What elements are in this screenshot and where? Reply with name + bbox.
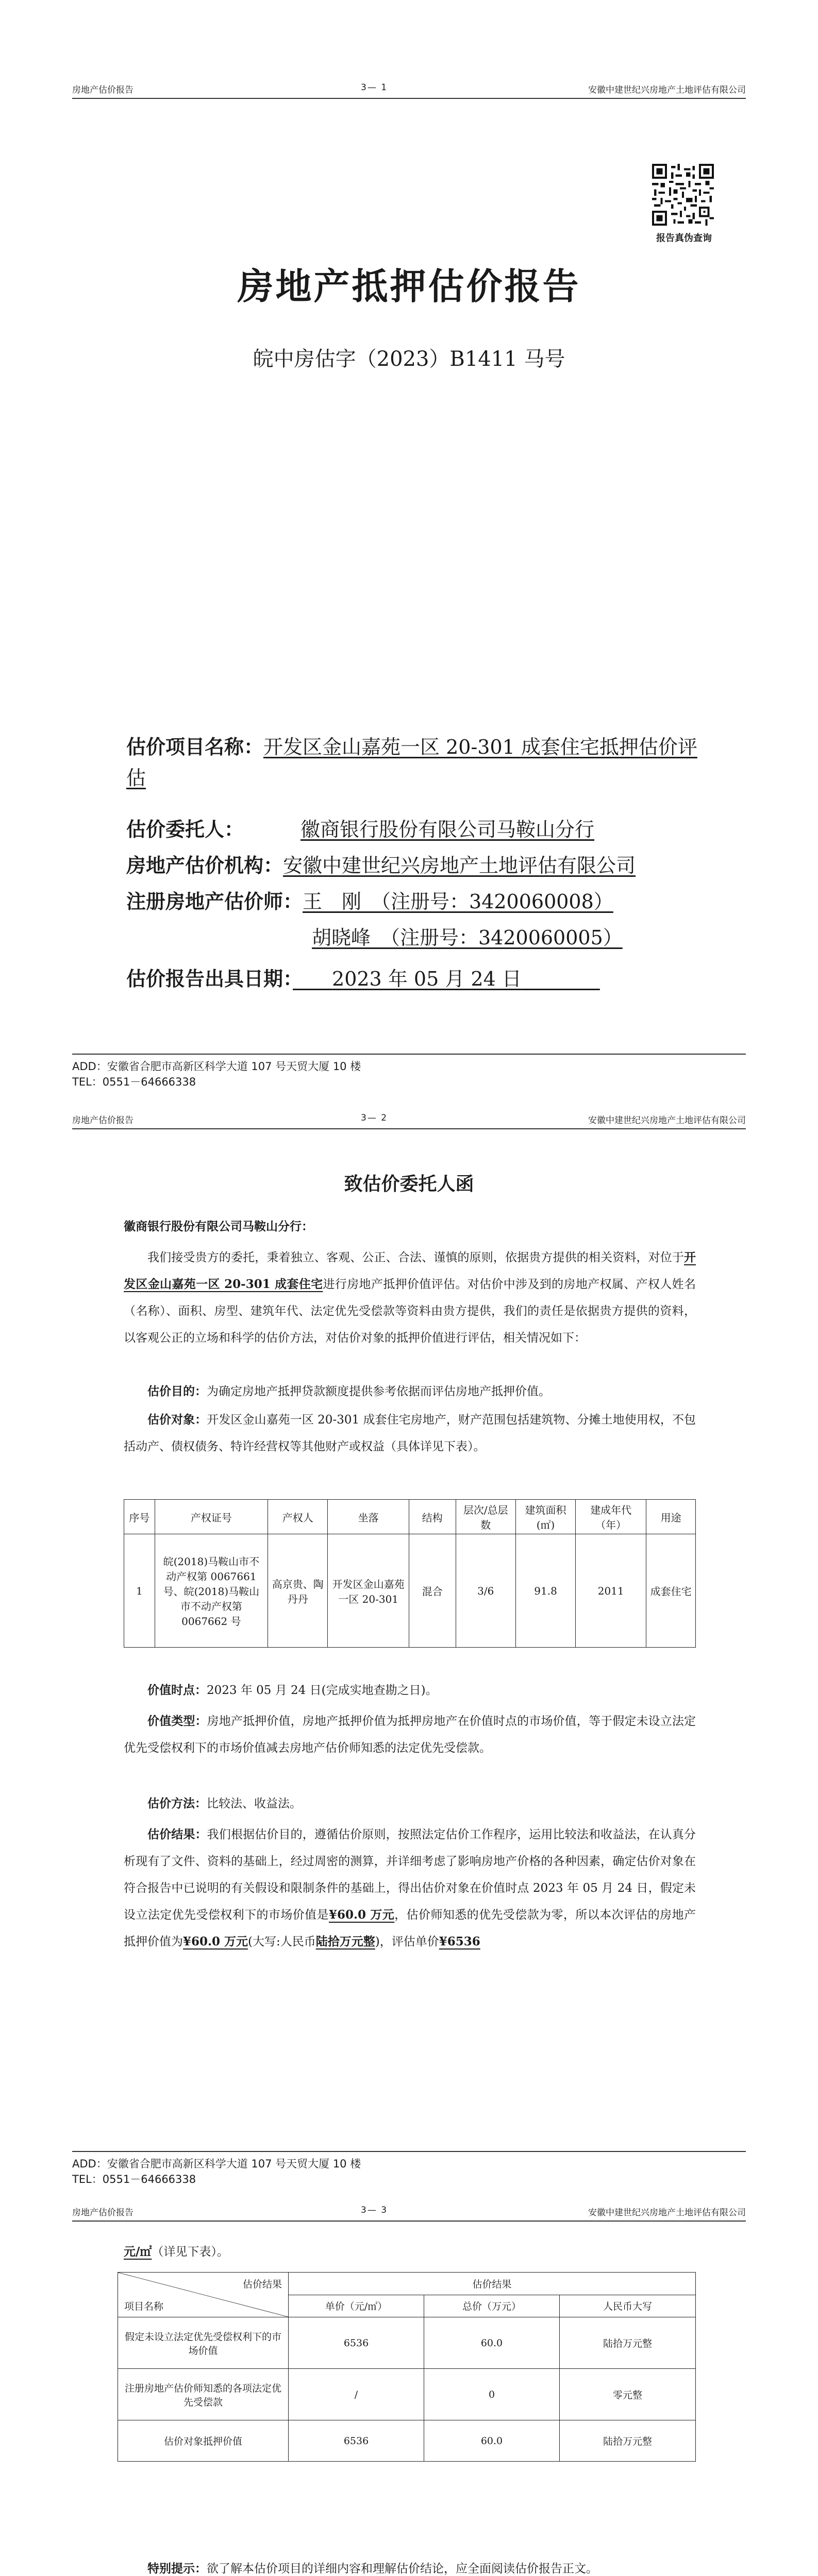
appraiser-2: 胡晓峰 （注册号：3420060005） [312,926,623,949]
cell-use: 成套住宅 [646,1534,696,1648]
footer-tel: TEL：0551－64666338 [72,2173,196,2185]
group-header: 估价结果 [289,2273,696,2295]
cell-structure: 混合 [409,1534,456,1648]
row-unit-price: 6536 [289,2317,424,2369]
th-structure: 结构 [409,1500,456,1534]
cell-cert: 皖(2018)马鞍山市不动产权第 0067661 号、皖(2018)马鞍山市不动产权第 0067662 号 [155,1534,268,1648]
diagonal-header-cell [118,2273,289,2317]
date-label: 估价报告出具日期： [126,967,293,990]
th-use: 用途 [646,1500,696,1534]
salutation: 徽商银行股份有限公司马鞍山分行： [124,1219,313,1233]
th-seq: 序号 [124,1500,155,1534]
appraiser-row [126,886,709,917]
appraiser-row-2 [126,922,709,953]
header-doc-name: 房地产估价报告 [72,2208,133,2218]
diag-top-label: 估价结果 [242,2279,282,2290]
header-doc-name: 房地产估价报告 [72,1115,133,1126]
header-page-no: 3— 1 [361,82,388,93]
agency-label: 房地产估价机构： [126,854,283,877]
row-unit-price: 6536 [289,2420,424,2462]
page-header [72,82,746,99]
cell-floors: 3/6 [456,1534,515,1648]
object-paragraph: 估价对象：开发区金山嘉苑一区 20-301 成套住宅房地产，财产范围包括建筑物、分摊土地使用权，不包括动产、债权债务、特许经营权等其他财产或权益（具体详见下表）。 [124,1413,696,1453]
purpose-paragraph: 估价目的：为确定房地产抵押贷款额度提供参考依据而评估房地产抵押价值。 [147,1384,550,1398]
project-row [126,732,709,793]
market-value: ¥60.0 万元 [328,1908,395,1922]
row-total: 0 [424,2369,560,2420]
sub-total-price: 总价（万元） [424,2295,560,2317]
project-value: 开发区金山嘉苑一区 20-301 成套住宅抵押估价评估 [126,736,697,789]
property-table-header [124,1500,696,1534]
header-doc-name: 房地产估价报告 [72,85,133,95]
header-company: 安徽中建世纪兴房地产土地评估有限公司 [588,85,746,95]
value-date-paragraph: 价值时点：2023 年 05 月 24 日(完成实地查勘之日)。 [147,1683,438,1697]
page-cover [0,0,818,1097]
page-footer [72,1054,746,1090]
unit-price: ¥6536 [439,1935,480,1948]
header-page-no: 3— 3 [361,2205,388,2215]
project-label: 估价项目名称： [126,735,264,758]
page-header [72,1113,746,1129]
header-page-no: 3— 2 [361,1113,388,1123]
result-paragraph: 估价结果：我们根据估价目的，遵循估价原则，按照法定估价工作程序，运用比较法和收益法，在认真分析现有了文件、资料的基础上，经过周密的测算，并详细考虑了影响房地产价格的各种因素，确定估价对象在符合报告中已说明的有关假设和限制条件的基础上，得出估价对象在价值时点 2023 年 05 月 24 日，假定未设立法定优先受偿权利下的市场价值是¥60.0 万元，估价师知悉的优先受偿款为零，所以本次评估的房地产抵押价值为¥60.0 万元(大写:人民币陆拾万元整)，评估单价¥6536 [124,1827,696,1948]
header-company: 安徽中建世纪兴房地产土地评估有限公司 [588,2208,746,2218]
agency-value: 安徽中建世纪兴房地产土地评估有限公司 [283,854,636,877]
page-letter [0,1097,818,2195]
th-owner: 产权人 [268,1500,328,1534]
client-label: 估价委托人： [126,818,244,841]
footer-address: ADD：安徽省合肥市高新区科学大道 107 号天贸大厦 10 楼 [72,1060,361,1073]
page-summary [0,2195,818,2576]
page-footer [72,2151,746,2187]
property-table [124,1499,696,1648]
table-row [118,2369,696,2420]
report-title: 房地产抵押估价报告 [237,265,581,308]
method-paragraph: 估价方法：比较法、收益法。 [147,1797,302,1810]
th-floors: 层次/总层数 [456,1500,515,1534]
th-cert: 产权证号 [155,1500,268,1534]
table-row [118,2420,696,2462]
qr-code-icon[interactable] [652,164,714,226]
cell-location: 开发区金山嘉苑一区 20-301 [328,1534,409,1648]
mortgage-value: ¥60.0 万元 [183,1935,248,1948]
result-continuation: 元/㎡（详见下表）。 [124,2245,229,2259]
value-in-words: 陆拾万元整 [315,1935,375,1948]
footer-address: ADD：安徽省合肥市高新区科学大道 107 号天贸大厦 10 楼 [72,2158,361,2170]
th-location: 坐落 [328,1500,409,1534]
cell-year: 2011 [576,1534,646,1648]
unit-price-unit: 元/㎡ [124,2245,152,2259]
header-company: 安徽中建世纪兴房地产土地评估有限公司 [588,1115,746,1126]
value-type-paragraph: 价值类型：房地产抵押价值，房地产抵押价值为抵押房地产在价值时点的市场价值，等于假定未设立法定优先受偿权利下的市场价值减去房地产估价师知悉的法定优先受偿款。 [124,1714,696,1755]
result-table-header [118,2273,696,2295]
page-header [72,2205,746,2222]
cell-area: 91.8 [515,1534,575,1648]
letter-heading: 致估价委托人函 [344,1173,474,1195]
client-row [126,814,709,845]
th-year: 建成年代（年） [576,1500,646,1534]
appraiser-1: 王 刚 （注册号：3420060008） [303,890,613,913]
special-note-paragraph: 特别提示：欲了解本估价项目的详细内容和理解估价结论，应全面阅读估价报告正文。 [147,2562,598,2575]
th-area: 建筑面积(㎡) [515,1500,575,1534]
cell-seq: 1 [124,1534,155,1648]
table-row [124,1534,696,1648]
date-row [126,963,709,994]
sub-unit-price: 单价（元/㎡） [289,2295,424,2317]
appraiser-label: 注册房地产估价师： [126,890,303,913]
report-ref-no: 皖中房估字（2023）B1411 马号 [253,347,565,371]
valuation-result-table [118,2272,696,2462]
subject-property: 开发区金山嘉苑一区 20-301 成套住宅 [124,1250,696,1291]
agency-row [126,850,709,881]
table-row [118,2317,696,2369]
row-name: 估价对象抵押价值 [118,2420,289,2462]
client-value: 徽商银行股份有限公司马鞍山分行 [301,818,595,841]
row-name: 注册房地产估价师知悉的各项法定优先受偿款 [118,2369,289,2420]
row-words: 零元整 [560,2369,696,2420]
intro-paragraph: 我们接受贵方的委托，秉着独立、客观、公正、合法、谨慎的原则，依据贵方提供的相关资料，对位于开发区金山嘉苑一区 20-301 成套住宅进行房地产抵押价值评估。对估价中涉及到的房地产权属、产权人姓名（名称）、面积、房型、建筑年代、法定优先受偿款等资料由贵方提供，我们的责任是依据贵方提供的资料，以客观公正的立场和科学的估价方法，对估价对象的抵押价值进行评估，相关情况如下： [124,1250,696,1345]
row-words: 陆拾万元整 [560,2420,696,2462]
row-name: 假定未设立法定优先受偿权利下的市场价值 [118,2317,289,2369]
row-total: 60.0 [424,2317,560,2369]
qr-caption: 报告真伪查询 [656,233,712,244]
cell-owner: 高京贵、陶丹丹 [268,1534,328,1648]
diag-bottom-label: 项目名称 [124,2301,164,2312]
row-unit-price: / [289,2369,424,2420]
footer-tel: TEL：0551－64666338 [72,1076,196,1088]
date-value: 2023 年 05 月 24 日 [332,968,522,990]
sub-rmb-words: 人民币大写 [560,2295,696,2317]
row-words: 陆拾万元整 [560,2317,696,2369]
row-total: 60.0 [424,2420,560,2462]
